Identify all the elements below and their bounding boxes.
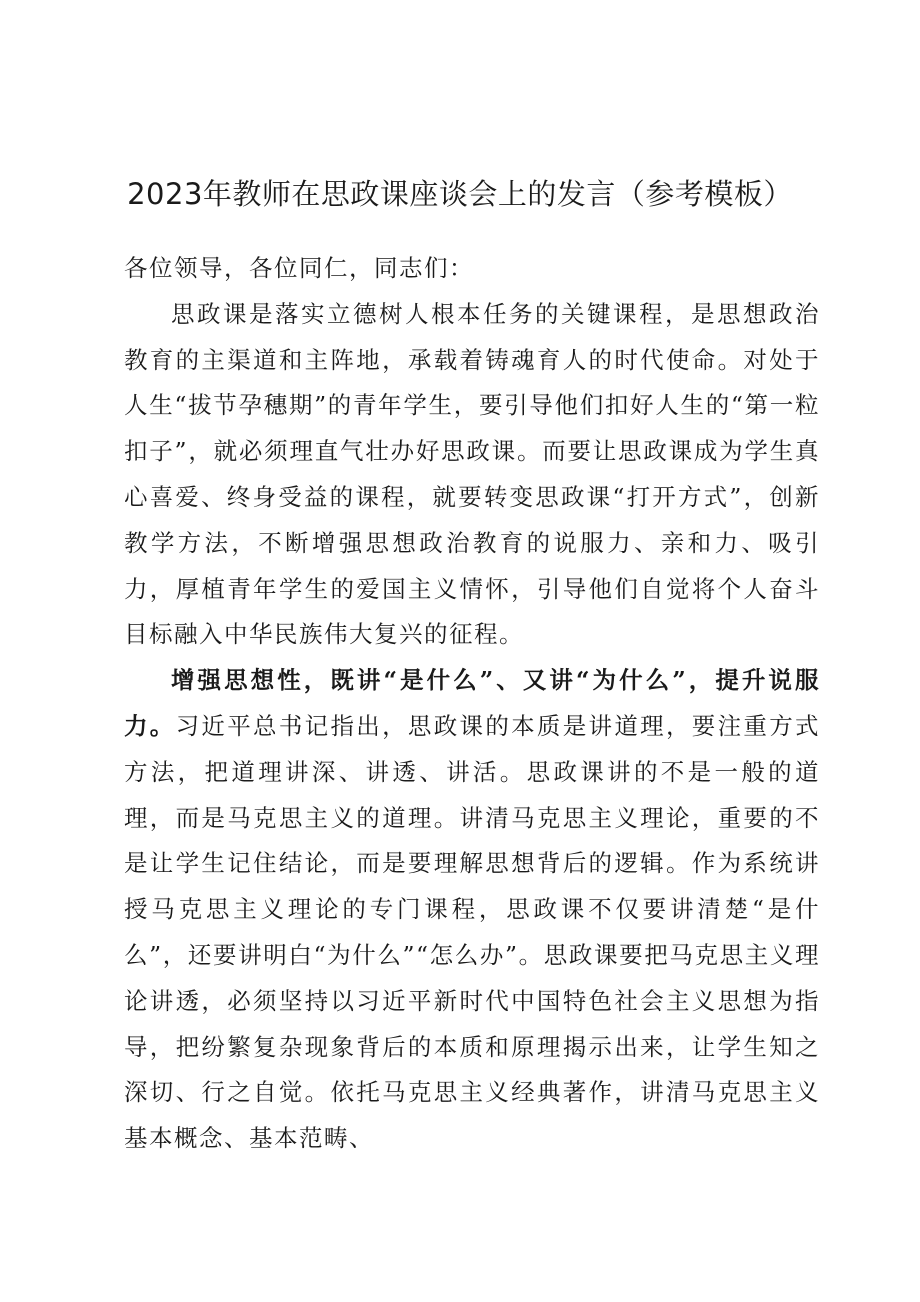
paragraph-section-1 (124, 658, 820, 1162)
document-body (124, 246, 820, 1162)
document-title: 2023年教师在思政课座谈会上的发言（参考模板） (127, 177, 793, 211)
section-heading-lead: 增强思想性，既讲“是什么”、又讲“为什么”，提升说服力。 (124, 666, 820, 740)
section-body-text: 习近平总书记指出，思政课的本质是讲道理，要注重方式方法，把道理讲深、讲透、讲活。思政课讲的不是一般的道理，而是马克思主义的道理。讲清马克思主义理论，重要的不是让学生记住结论，而是要理解思想背后的逻辑。作为系统讲授马克思主义理论的专门课程，思政课不仅要讲清楚“是什么”，还要讲明白“为什么”“怎么办”。思政课要把马克思主义理论讲透，必须坚持以习近平新时代中国特色社会主义思想为指导，把纷繁复杂现象背后的本质和原理揭示出来，让学生知之深切、行之自觉。依托马克思主义经典著作，讲清马克思主义基本概念、基本范畴、 (124, 711, 821, 1153)
paragraph-intro: 思政课是落实立德树人根本任务的关键课程，是思想政治教育的主渠道和主阵地，承载着铸魂育人的时代使命。对处于人生“拔节孕穗期”的青年学生，要引导他们扣好人生的“第一粒扣子”，就必须理直气壮办好思政课。而要让思政课成为学生真心喜爱、终身受益的课程，就要转变思政课“打开方式”，创新教学方法，不断增强思想政治教育的说服力、亲和力、吸引力，厚植青年学生的爱国主义情怀，引导他们自觉将个人奋斗目标融入中华民族伟大复兴的征程。 (124, 299, 820, 649)
salutation: 各位领导，各位同仁，同志们： (124, 254, 474, 282)
